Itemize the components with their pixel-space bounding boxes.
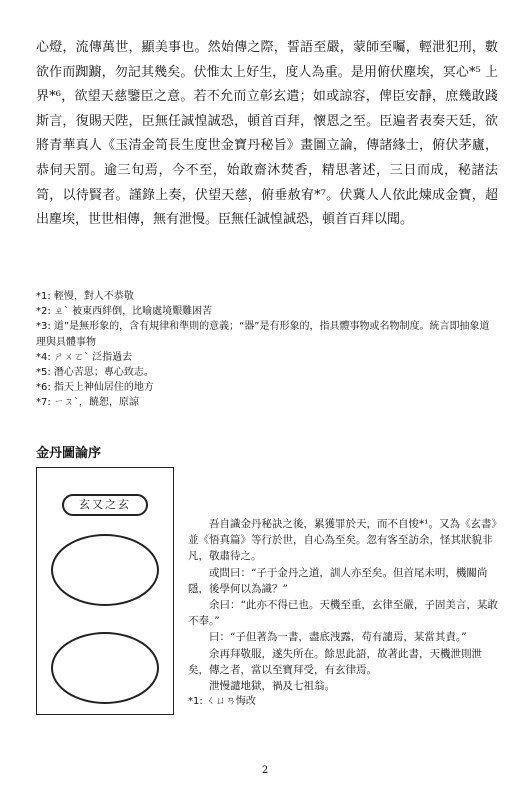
golden-elixir-diagram: [36, 467, 174, 715]
footnote-3: *3: 道”是無形象的，含有規律和準則的意義；“器”是有形象的，指具體事物或名物制度。統言即抽象道理與具體事物: [36, 321, 490, 348]
footnote-1: *1: 輕慢，對人不恭敬: [36, 291, 134, 302]
lower-circle: [51, 632, 159, 704]
footnote-5: *5: 潛心苦思；專心致志。: [36, 367, 154, 379]
memorial-paragraph: 心燈，流傳萬世，顯美事也。然始傳之際，誓語至嚴，蒙師至囑，輕泄犯刑，數欲作而踟躕，勿記其幾矣。伏惟太上好生，度人為重。是用俯伏塵埃，冥心*⁵ 上界*⁶，欲望天慈鑒臣之意。若不允而立彰玄遣；如或諒容，俾臣安靜，庶幾敢踐斯言，復賜天陛，臣無任誠惶誠恐，頓首百拜，懷恩之至。臣遍者表奏天廷，欲將青華真人《玉清金笥長生度世金寶丹秘旨》畫圖立論，傳諸緣士，俯伏茅廬，恭伺天罰。逾三旬焉，今不至，始敢齋沐焚香，精思著述，三日而成，秘諸法笥，以待賢者。謹錄上奏，伏望天慈，俯垂赦宥*⁷。伏冀人人依此煉成金寶，超出塵埃，世世相傳，無有泄慢。臣無任誠惶誠恐，頓首百拜以聞。: [36, 40, 498, 228]
memorial-text: [36, 36, 498, 233]
footnote-6: *6: 指天上神仙居住的地方: [36, 382, 154, 394]
preface-text: [188, 516, 500, 710]
preface-paragraph-1: 吾自識金丹秘訣之後，累獲罪於天，而不自悛*¹。又為《玄書》並《悟真篇》等行於世，自心為至矣。忽有客至訪余，怪其狀貌非凡，敬肅待之。: [188, 518, 497, 563]
footnote-4: *4: ㄕㄨㄛˋ 泛指過去: [36, 351, 133, 363]
diagram-label: 玄又之玄: [62, 494, 148, 516]
preface-paragraph-4: 曰：“子但著為一書，盡底洩露，苟有譴焉，某當其責。”: [209, 631, 467, 644]
section-heading: 金丹圖論序: [36, 446, 102, 461]
page-number: 2: [261, 765, 269, 776]
preface-paragraph-5: 余再拜敬服，遂失所在。餘思此語，故著此書，天機泄則泄矣，傳之者，當以至寶拜受，有玄律焉。: [188, 647, 482, 676]
footnote-2: *2: ㄓˋ 被東西絆倒，比喻處境艱難困苦: [36, 306, 213, 318]
preface-paragraph-6: 泄慢譴地獄，禍及七祖翁。: [209, 680, 335, 693]
upper-circle: [51, 534, 159, 606]
footnotes: [36, 289, 498, 411]
preface-footnote: *1: ㄑㄩㄢ悔改: [188, 696, 256, 708]
preface-paragraph-2: 或問曰：“子于金丹之道，訓人亦至矣。但首尾未明，機關尚隱，後學何以為識？”: [188, 566, 488, 595]
footnote-7: *7: ㄧㄡˋ，饒恕，原諒: [36, 397, 139, 409]
preface-paragraph-3: 余曰：“此亦不得已也。天機至重，玄律至嚴，子固美言，某敢不奉。”: [188, 599, 498, 628]
